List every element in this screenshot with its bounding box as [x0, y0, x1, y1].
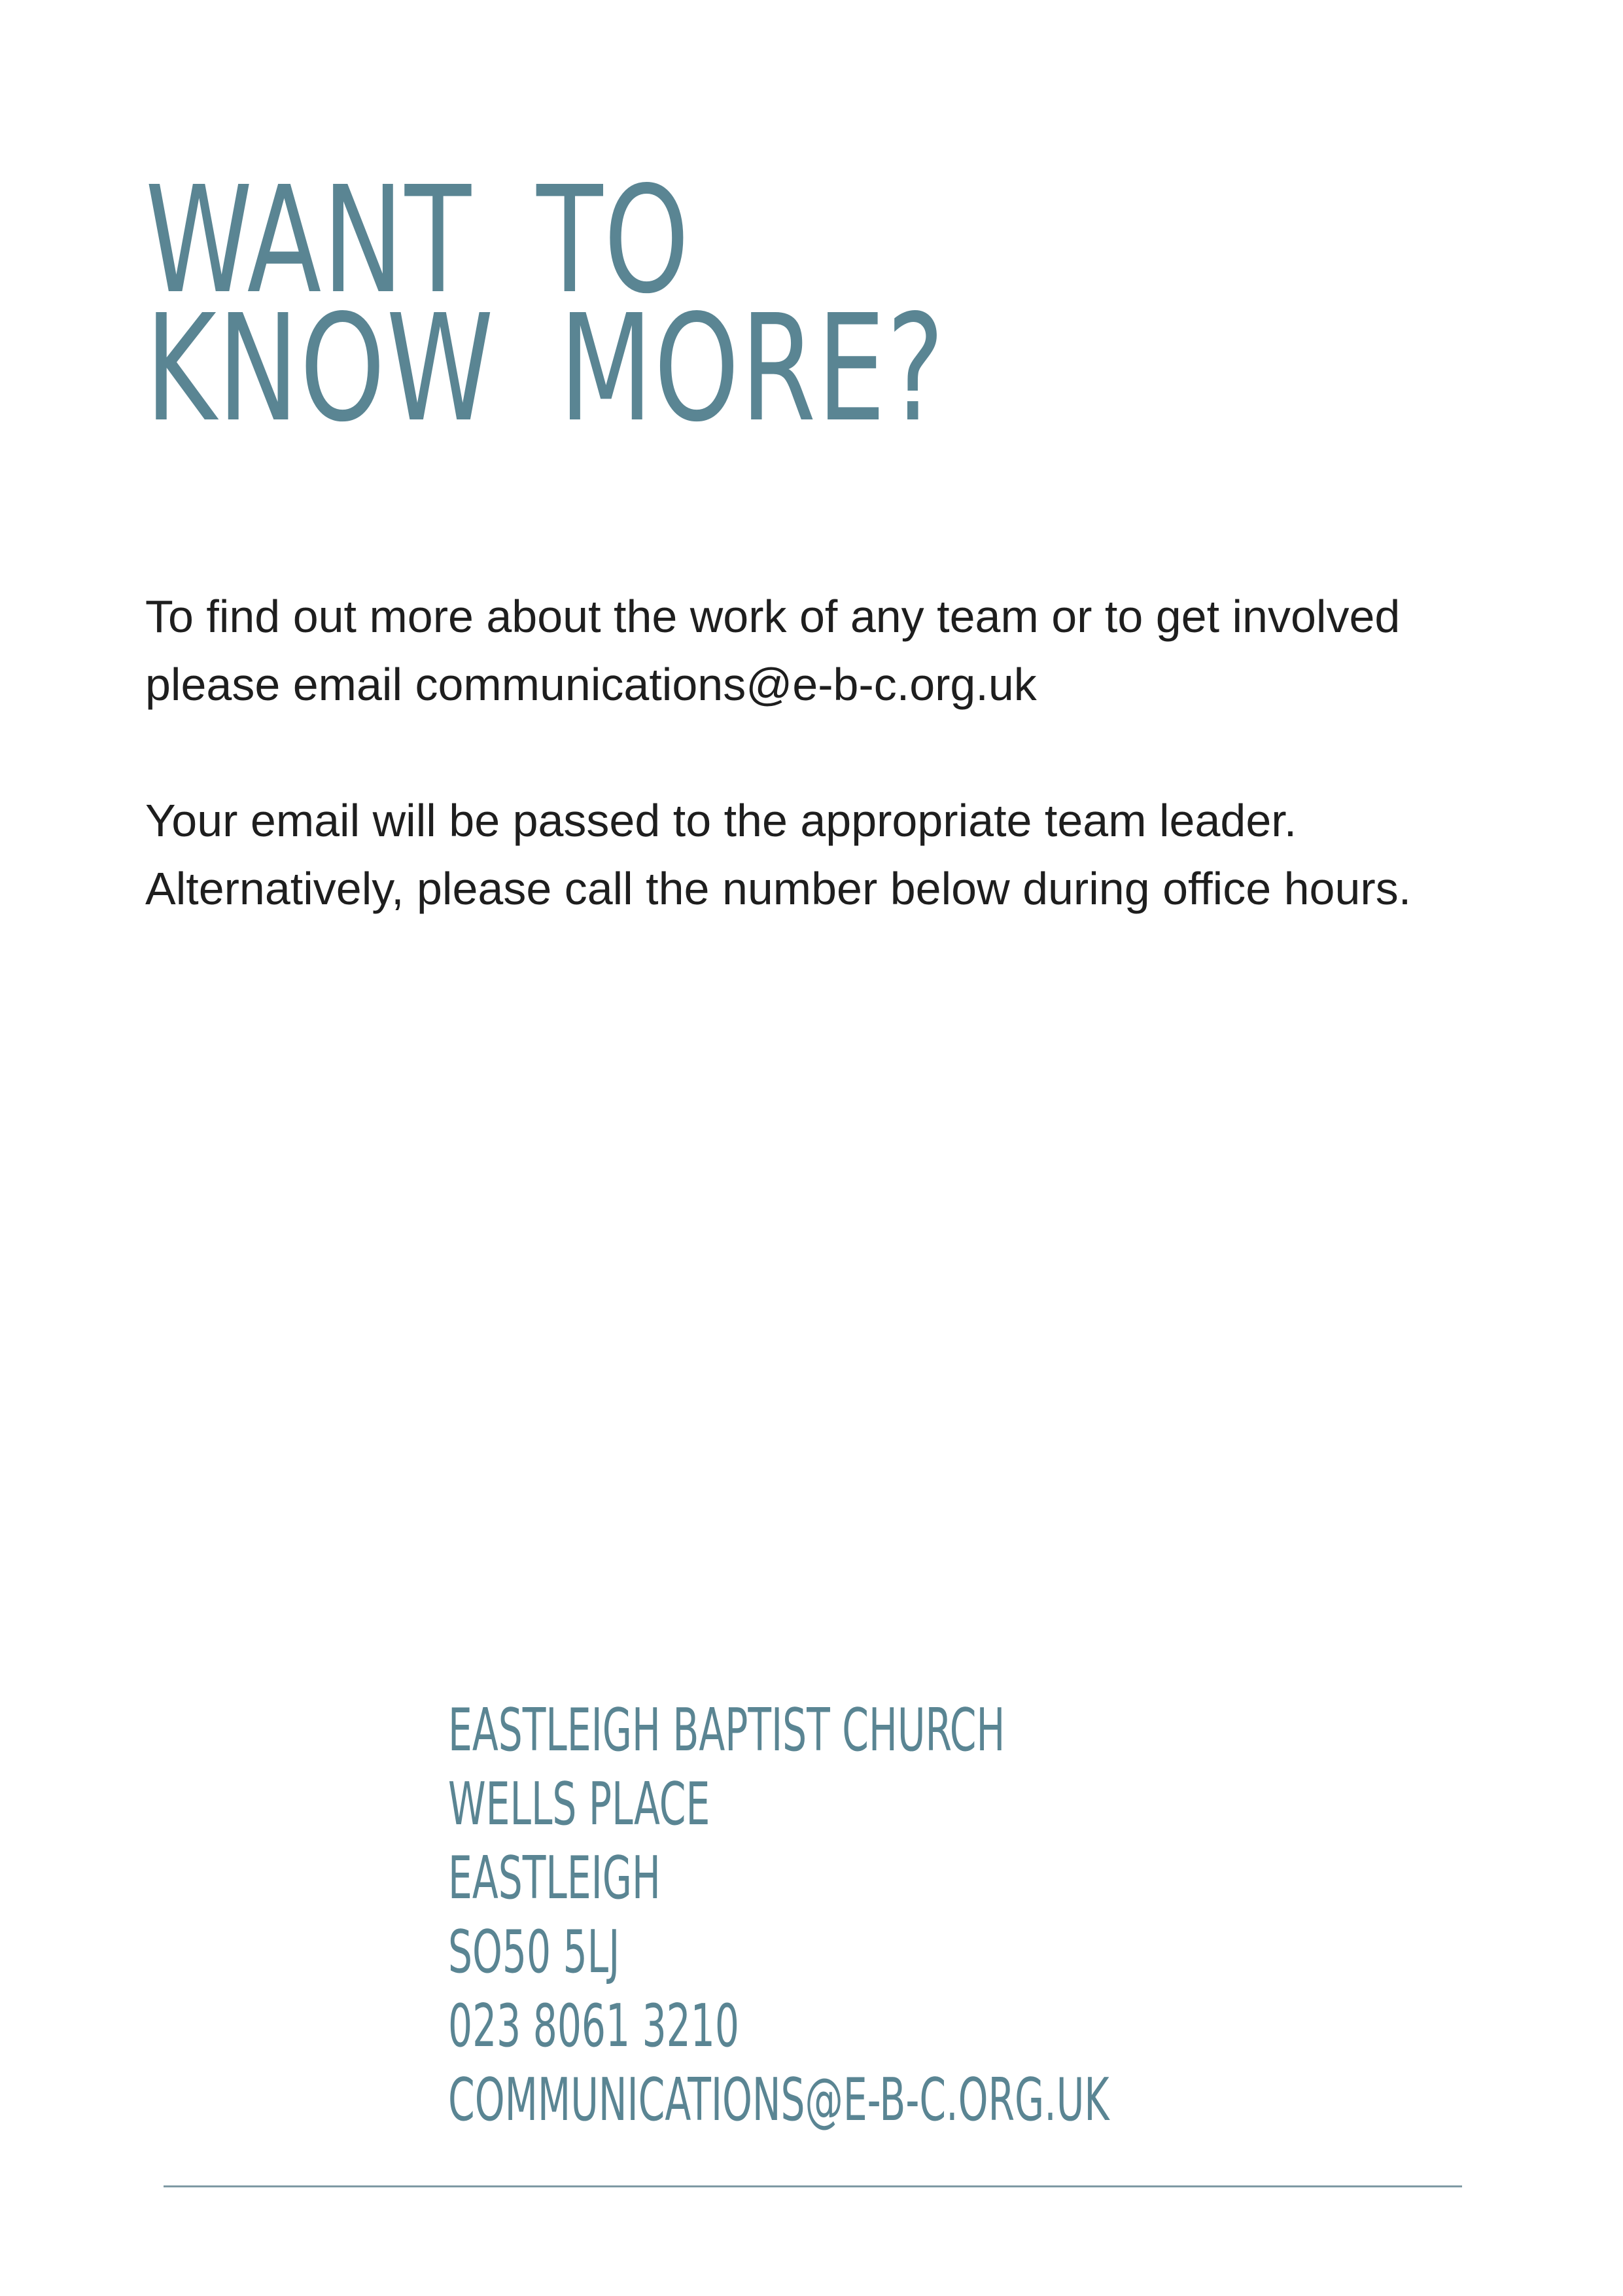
address-town: EASTLEIGH [448, 1844, 661, 1913]
title-line-2 [145, 283, 946, 455]
title-word-to: TO [536, 155, 691, 327]
info-paragraph-line-1: To find out more about the work of any team or to get involved [145, 591, 1401, 642]
address-phone: 023 8061 3210 [448, 1992, 739, 2060]
church-address-block [448, 1693, 1109, 2137]
info-paragraph [145, 582, 1400, 718]
address-postcode: SO50 5LJ [448, 1918, 620, 1987]
page-title [145, 155, 946, 455]
contact-paragraph [145, 786, 1411, 923]
info-paragraph-line-2: please email communications@e-b-c.org.uk [145, 659, 1037, 710]
address-email: COMMUNICATIONS@E-B-C.ORG.UK [448, 2066, 1109, 2134]
title-word-more: MORE? [559, 283, 946, 455]
footer-divider [164, 2185, 1462, 2187]
contact-paragraph-line-1: Your email will be passed to the appropriate team leader. [145, 795, 1297, 846]
address-church-name: EASTLEIGH BAPTIST CHURCH [448, 1696, 1005, 1765]
title-word-want: WANT [145, 155, 472, 327]
contact-paragraph-line-2: Alternatively, please call the number below during office hours. [145, 863, 1412, 914]
title-word-know: KNOW [145, 283, 495, 455]
address-street: WELLS PLACE [448, 1770, 710, 1839]
